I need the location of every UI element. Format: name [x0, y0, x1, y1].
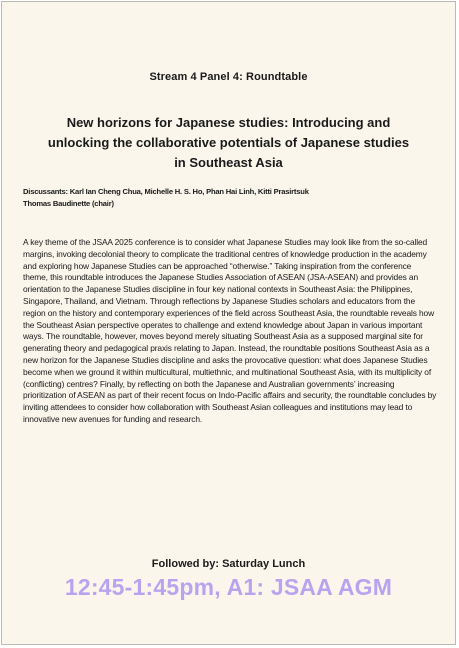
discussants-line: Discussants: Karl Ian Cheng Chua, Michelle H. S. Ho, Phan Hai Linh, Kitti Prasirtsuk [23, 187, 309, 196]
stream-heading: Stream 4 Panel 4: Roundtable [149, 71, 308, 83]
discussants-block [23, 186, 435, 209]
program-page [1, 1, 456, 645]
abstract-text: A key theme of the JSAA 2025 conference is to consider what Japanese Studies may look like from the so-called margins, invoking decolonial theory to complicate the traditional centres of knowledge production in the academy and exploring how Japanese Studies can be approached “otherwise.” Taking inspiration from the conference theme, this roundtable introduces the Japanese Studies Association of ASEAN (JSA-ASEAN) and provides an orientation to the Japanese Studies discipline in four key national contexts in Southeast Asia: the Philippines, Singapore, Thailand, and Vietnam. Through reflections by Japanese Studies scholars and educators from the region on the history and contemporary experiences of the field across Southeast Asia, the roundtable reveals how the Southeast Asian perspective operates to challenge and extend knowledge about Japan in various important ways. The roundtable, however, moves beyond merely situating Southeast Asia as a supposed marginal site for generating theory and pedagogical praxis relating to Japan. Instead, the roundtable positions Southeast Asia as a new horizon for the Japanese Studies discipline and asks the provocative question: what does Japanese Studies become when we ground it within multicultural, multiethnic, and multinational Southeast Asia, with its multiplicity of (conflicting) centres? Finally, by reflecting on both the Japanese and Australian governments’ increasing prioritization of ASEAN as part of their recent focus on Indo-Pacific affairs and security, the roundtable concludes by inviting attendees to consider how collaboration with Southeast Asian colleagues and institutions may lead to innovative new avenues for funding and research. [23, 237, 437, 424]
followed-by-text: Followed by: Saturday Lunch [151, 558, 306, 570]
session-title: New horizons for Japanese studies: Introducing and unlocking the collaborative potentials of Japanese studies in Southeast Asia [47, 115, 410, 170]
chair-line: Thomas Baudinette (chair) [23, 198, 114, 208]
agm-time-location: 12:45-1:45pm, A1: JSAA AGM [64, 574, 393, 600]
